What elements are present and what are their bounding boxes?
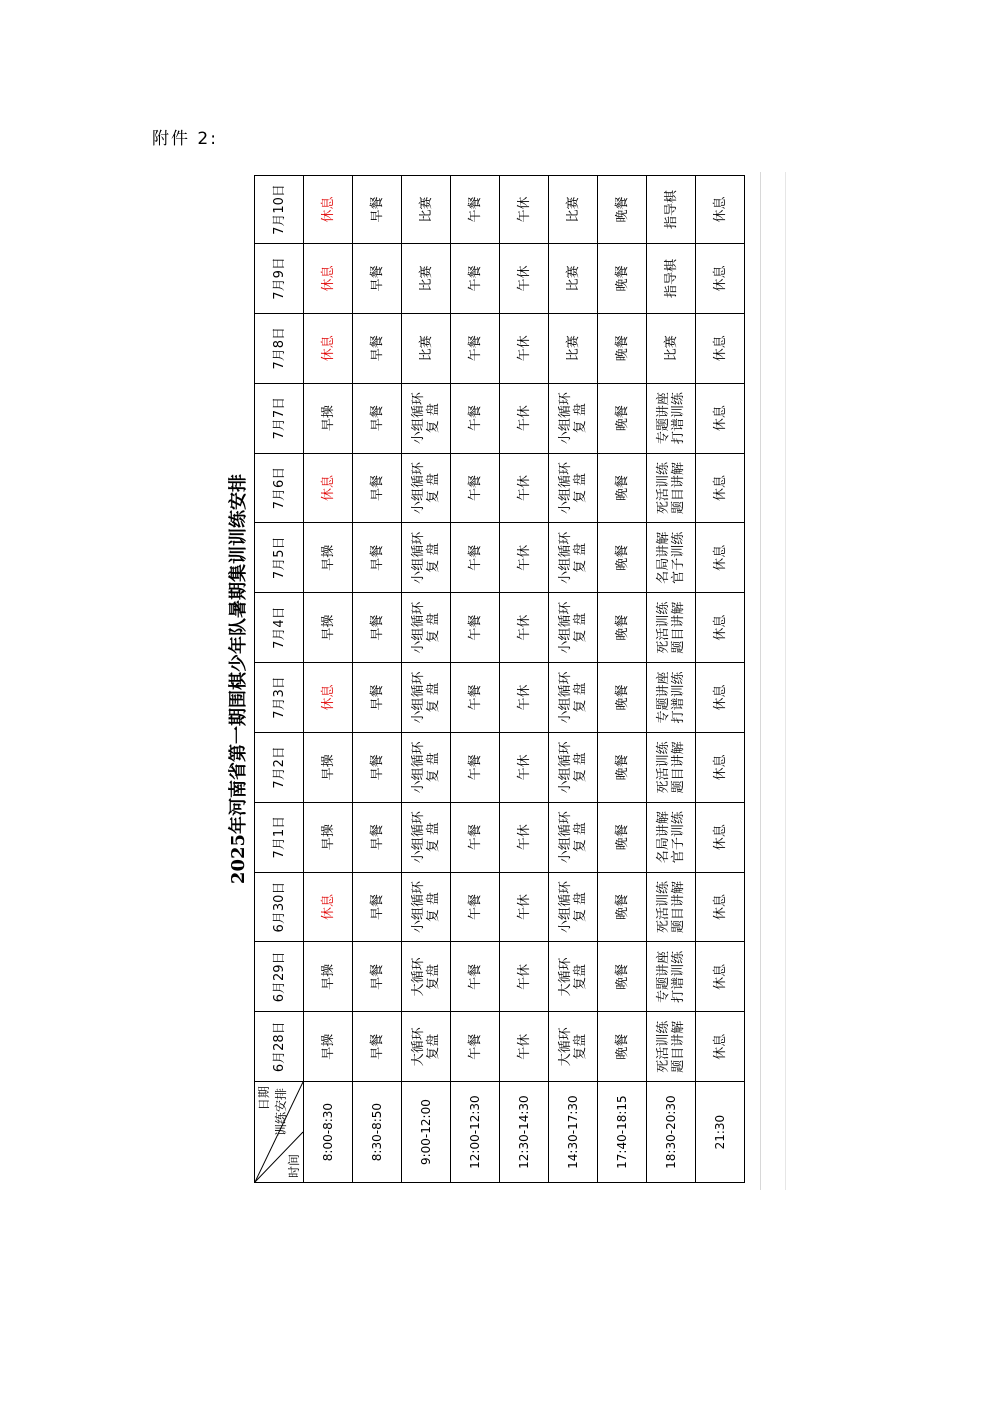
activity-cell: 午休 xyxy=(500,244,549,314)
activity-cell: 休息 xyxy=(304,453,353,523)
activity-cell: 比赛 xyxy=(402,313,451,383)
activity-cell: 早餐 xyxy=(353,244,402,314)
activity-cell: 午休 xyxy=(500,663,549,733)
date-header: 6月29日 xyxy=(255,942,304,1012)
activity-cell: 名局讲解 官子训练 xyxy=(647,523,696,593)
activity-cell: 小组循环 复 盘 xyxy=(402,732,451,802)
activity-cell: 早餐 xyxy=(353,663,402,733)
schedule-row xyxy=(304,176,353,1183)
activity-cell: 专题讲座 打谱训练 xyxy=(647,663,696,733)
activity-cell: 比赛 xyxy=(549,176,598,244)
activity-cell: 午休 xyxy=(500,872,549,942)
activity-cell: 死活训练 题目讲解 xyxy=(647,453,696,523)
activity-cell: 早操 xyxy=(304,942,353,1012)
activity-cell: 午休 xyxy=(500,1012,549,1082)
activity-cell: 大循环 复盘 xyxy=(549,1012,598,1082)
activity-cell: 休息 xyxy=(696,732,745,802)
time-slot-cell: 18:30-20:30 xyxy=(647,1082,696,1183)
activity-cell: 休息 xyxy=(304,663,353,733)
activity-cell: 比赛 xyxy=(647,313,696,383)
activity-cell: 晚餐 xyxy=(598,453,647,523)
activity-cell: 早操 xyxy=(304,1012,353,1082)
activity-cell: 早操 xyxy=(304,523,353,593)
activity-cell: 午休 xyxy=(500,802,549,872)
activity-cell: 早餐 xyxy=(353,942,402,1012)
date-header: 7月2日 xyxy=(255,732,304,802)
activity-cell: 午休 xyxy=(500,383,549,453)
schedule-row xyxy=(647,176,696,1183)
activity-cell: 休息 xyxy=(696,383,745,453)
activity-cell: 晚餐 xyxy=(598,872,647,942)
activity-cell: 午休 xyxy=(500,313,549,383)
activity-cell: 晚餐 xyxy=(598,942,647,1012)
schedule-row xyxy=(353,176,402,1183)
activity-cell: 午餐 xyxy=(451,523,500,593)
activity-cell: 午餐 xyxy=(451,802,500,872)
time-slot-cell: 8:30-8:50 xyxy=(353,1082,402,1183)
schedule-row xyxy=(549,176,598,1183)
activity-cell: 休息 xyxy=(696,313,745,383)
corner-training-label: 训练安排 xyxy=(274,1087,288,1136)
activity-cell: 大循环 复盘 xyxy=(402,942,451,1012)
activity-cell: 名局讲解 官子训练 xyxy=(647,802,696,872)
schedule-table xyxy=(254,175,745,1183)
activity-cell: 休息 xyxy=(304,244,353,314)
activity-cell: 休息 xyxy=(696,593,745,663)
activity-cell: 休息 xyxy=(304,313,353,383)
activity-cell: 休息 xyxy=(696,663,745,733)
activity-cell: 晚餐 xyxy=(598,523,647,593)
activity-cell: 早餐 xyxy=(353,523,402,593)
activity-cell: 午餐 xyxy=(451,244,500,314)
activity-cell: 死活训练 题目讲解 xyxy=(647,1012,696,1082)
activity-cell: 午休 xyxy=(500,942,549,1012)
activity-cell: 小组循环 复 盘 xyxy=(402,523,451,593)
activity-cell: 小组循环 复 盘 xyxy=(402,593,451,663)
page-title: 2025年河南省第一期围棋少年队暑期集训训练安排 xyxy=(228,473,249,885)
activity-cell: 休息 xyxy=(696,176,745,244)
activity-cell: 休息 xyxy=(696,1012,745,1082)
time-slot-cell: 17:40-18:15 xyxy=(598,1082,647,1183)
corner-time-label: 时间 xyxy=(287,1153,301,1178)
activity-cell: 午休 xyxy=(500,593,549,663)
activity-cell: 小组循环 复 盘 xyxy=(549,872,598,942)
activity-cell: 休息 xyxy=(696,872,745,942)
activity-cell: 休息 xyxy=(696,244,745,314)
activity-cell: 休息 xyxy=(696,523,745,593)
schedule-row xyxy=(696,176,745,1183)
activity-cell: 午餐 xyxy=(451,942,500,1012)
activity-cell: 早餐 xyxy=(353,453,402,523)
activity-cell: 早餐 xyxy=(353,593,402,663)
schedule-row xyxy=(598,176,647,1183)
date-header: 7月5日 xyxy=(255,523,304,593)
activity-cell: 午休 xyxy=(500,732,549,802)
activity-cell: 专题讲座 打谱训练 xyxy=(647,383,696,453)
time-slot-cell: 9:00-12:00 xyxy=(402,1082,451,1183)
corner-header xyxy=(255,1082,304,1183)
activity-cell: 午休 xyxy=(500,523,549,593)
activity-cell: 小组循环 复 盘 xyxy=(549,802,598,872)
activity-cell: 大循环 复盘 xyxy=(402,1012,451,1082)
date-header: 6月30日 xyxy=(255,872,304,942)
activity-cell: 晚餐 xyxy=(598,244,647,314)
schedule-row xyxy=(402,176,451,1183)
activity-cell: 晚餐 xyxy=(598,313,647,383)
activity-cell: 早餐 xyxy=(353,872,402,942)
activity-cell: 休息 xyxy=(696,453,745,523)
activity-cell: 死活训练 题目讲解 xyxy=(647,872,696,942)
time-slot-cell: 12:00-12:30 xyxy=(451,1082,500,1183)
activity-cell: 指导棋 xyxy=(647,176,696,244)
activity-cell: 小组循环 复 盘 xyxy=(549,663,598,733)
time-slot-cell: 21:30 xyxy=(696,1082,745,1183)
date-header: 7月9日 xyxy=(255,244,304,314)
time-slot-cell: 12:30-14:30 xyxy=(500,1082,549,1183)
activity-cell: 小组循环 复 盘 xyxy=(549,732,598,802)
activity-cell: 休息 xyxy=(696,802,745,872)
activity-cell: 午餐 xyxy=(451,593,500,663)
activity-cell: 小组循环 复 盘 xyxy=(549,593,598,663)
activity-cell: 小组循环 复 盘 xyxy=(402,663,451,733)
date-header: 7月8日 xyxy=(255,313,304,383)
activity-cell: 小组循环 复 盘 xyxy=(549,453,598,523)
activity-cell: 晚餐 xyxy=(598,732,647,802)
time-slot-cell: 8:00-8:30 xyxy=(304,1082,353,1183)
activity-cell: 指导棋 xyxy=(647,244,696,314)
activity-cell: 午餐 xyxy=(451,1012,500,1082)
activity-cell: 早餐 xyxy=(353,802,402,872)
activity-cell: 午餐 xyxy=(451,176,500,244)
activity-cell: 早操 xyxy=(304,732,353,802)
activity-cell: 小组循环 复 盘 xyxy=(549,383,598,453)
activity-cell: 早餐 xyxy=(353,313,402,383)
activity-cell: 早餐 xyxy=(353,176,402,244)
activity-cell: 早操 xyxy=(304,593,353,663)
date-header: 6月28日 xyxy=(255,1012,304,1082)
header-row xyxy=(255,176,304,1183)
activity-cell: 大循环 复盘 xyxy=(549,942,598,1012)
schedule-row xyxy=(500,176,549,1183)
activity-cell: 早操 xyxy=(304,802,353,872)
date-header: 7月1日 xyxy=(255,802,304,872)
date-header: 7月6日 xyxy=(255,453,304,523)
activity-cell: 早餐 xyxy=(353,732,402,802)
date-header: 7月10日 xyxy=(255,176,304,244)
rotated-schedule xyxy=(224,175,784,1183)
activity-cell: 比赛 xyxy=(402,244,451,314)
activity-cell: 比赛 xyxy=(549,244,598,314)
activity-cell: 小组循环 复 盘 xyxy=(402,453,451,523)
activity-cell: 午休 xyxy=(500,176,549,244)
activity-cell: 午休 xyxy=(500,453,549,523)
activity-cell: 休息 xyxy=(304,176,353,244)
activity-cell: 早操 xyxy=(304,383,353,453)
activity-cell: 晚餐 xyxy=(598,383,647,453)
activity-cell: 早餐 xyxy=(353,383,402,453)
date-header: 7月4日 xyxy=(255,593,304,663)
attachment-label: 附件 2: xyxy=(152,129,218,149)
corner-date-label: 日期 xyxy=(257,1086,271,1111)
activity-cell: 小组循环 复 盘 xyxy=(402,802,451,872)
activity-cell: 比赛 xyxy=(402,176,451,244)
time-slot-cell: 14:30-17:30 xyxy=(549,1082,598,1183)
date-header: 7月3日 xyxy=(255,663,304,733)
activity-cell: 午餐 xyxy=(451,663,500,733)
activity-cell: 晚餐 xyxy=(598,802,647,872)
activity-cell: 晚餐 xyxy=(598,593,647,663)
schedule-row xyxy=(451,176,500,1183)
activity-cell: 早餐 xyxy=(353,1012,402,1082)
activity-cell: 死活训练 题目讲解 xyxy=(647,593,696,663)
activity-cell: 休息 xyxy=(304,872,353,942)
activity-cell: 专题讲座 打谱训练 xyxy=(647,942,696,1012)
activity-cell: 午餐 xyxy=(451,383,500,453)
date-header: 7月7日 xyxy=(255,383,304,453)
activity-cell: 休息 xyxy=(696,942,745,1012)
activity-cell: 比赛 xyxy=(549,313,598,383)
activity-cell: 小组循环 复 盘 xyxy=(402,383,451,453)
activity-cell: 午餐 xyxy=(451,453,500,523)
activity-cell: 小组循环 复 盘 xyxy=(549,523,598,593)
activity-cell: 午餐 xyxy=(451,872,500,942)
activity-cell: 晚餐 xyxy=(598,1012,647,1082)
activity-cell: 晚餐 xyxy=(598,663,647,733)
activity-cell: 晚餐 xyxy=(598,176,647,244)
activity-cell: 小组循环 复 盘 xyxy=(402,872,451,942)
activity-cell: 午餐 xyxy=(451,732,500,802)
activity-cell: 午餐 xyxy=(451,313,500,383)
activity-cell: 死活训练 题目讲解 xyxy=(647,732,696,802)
